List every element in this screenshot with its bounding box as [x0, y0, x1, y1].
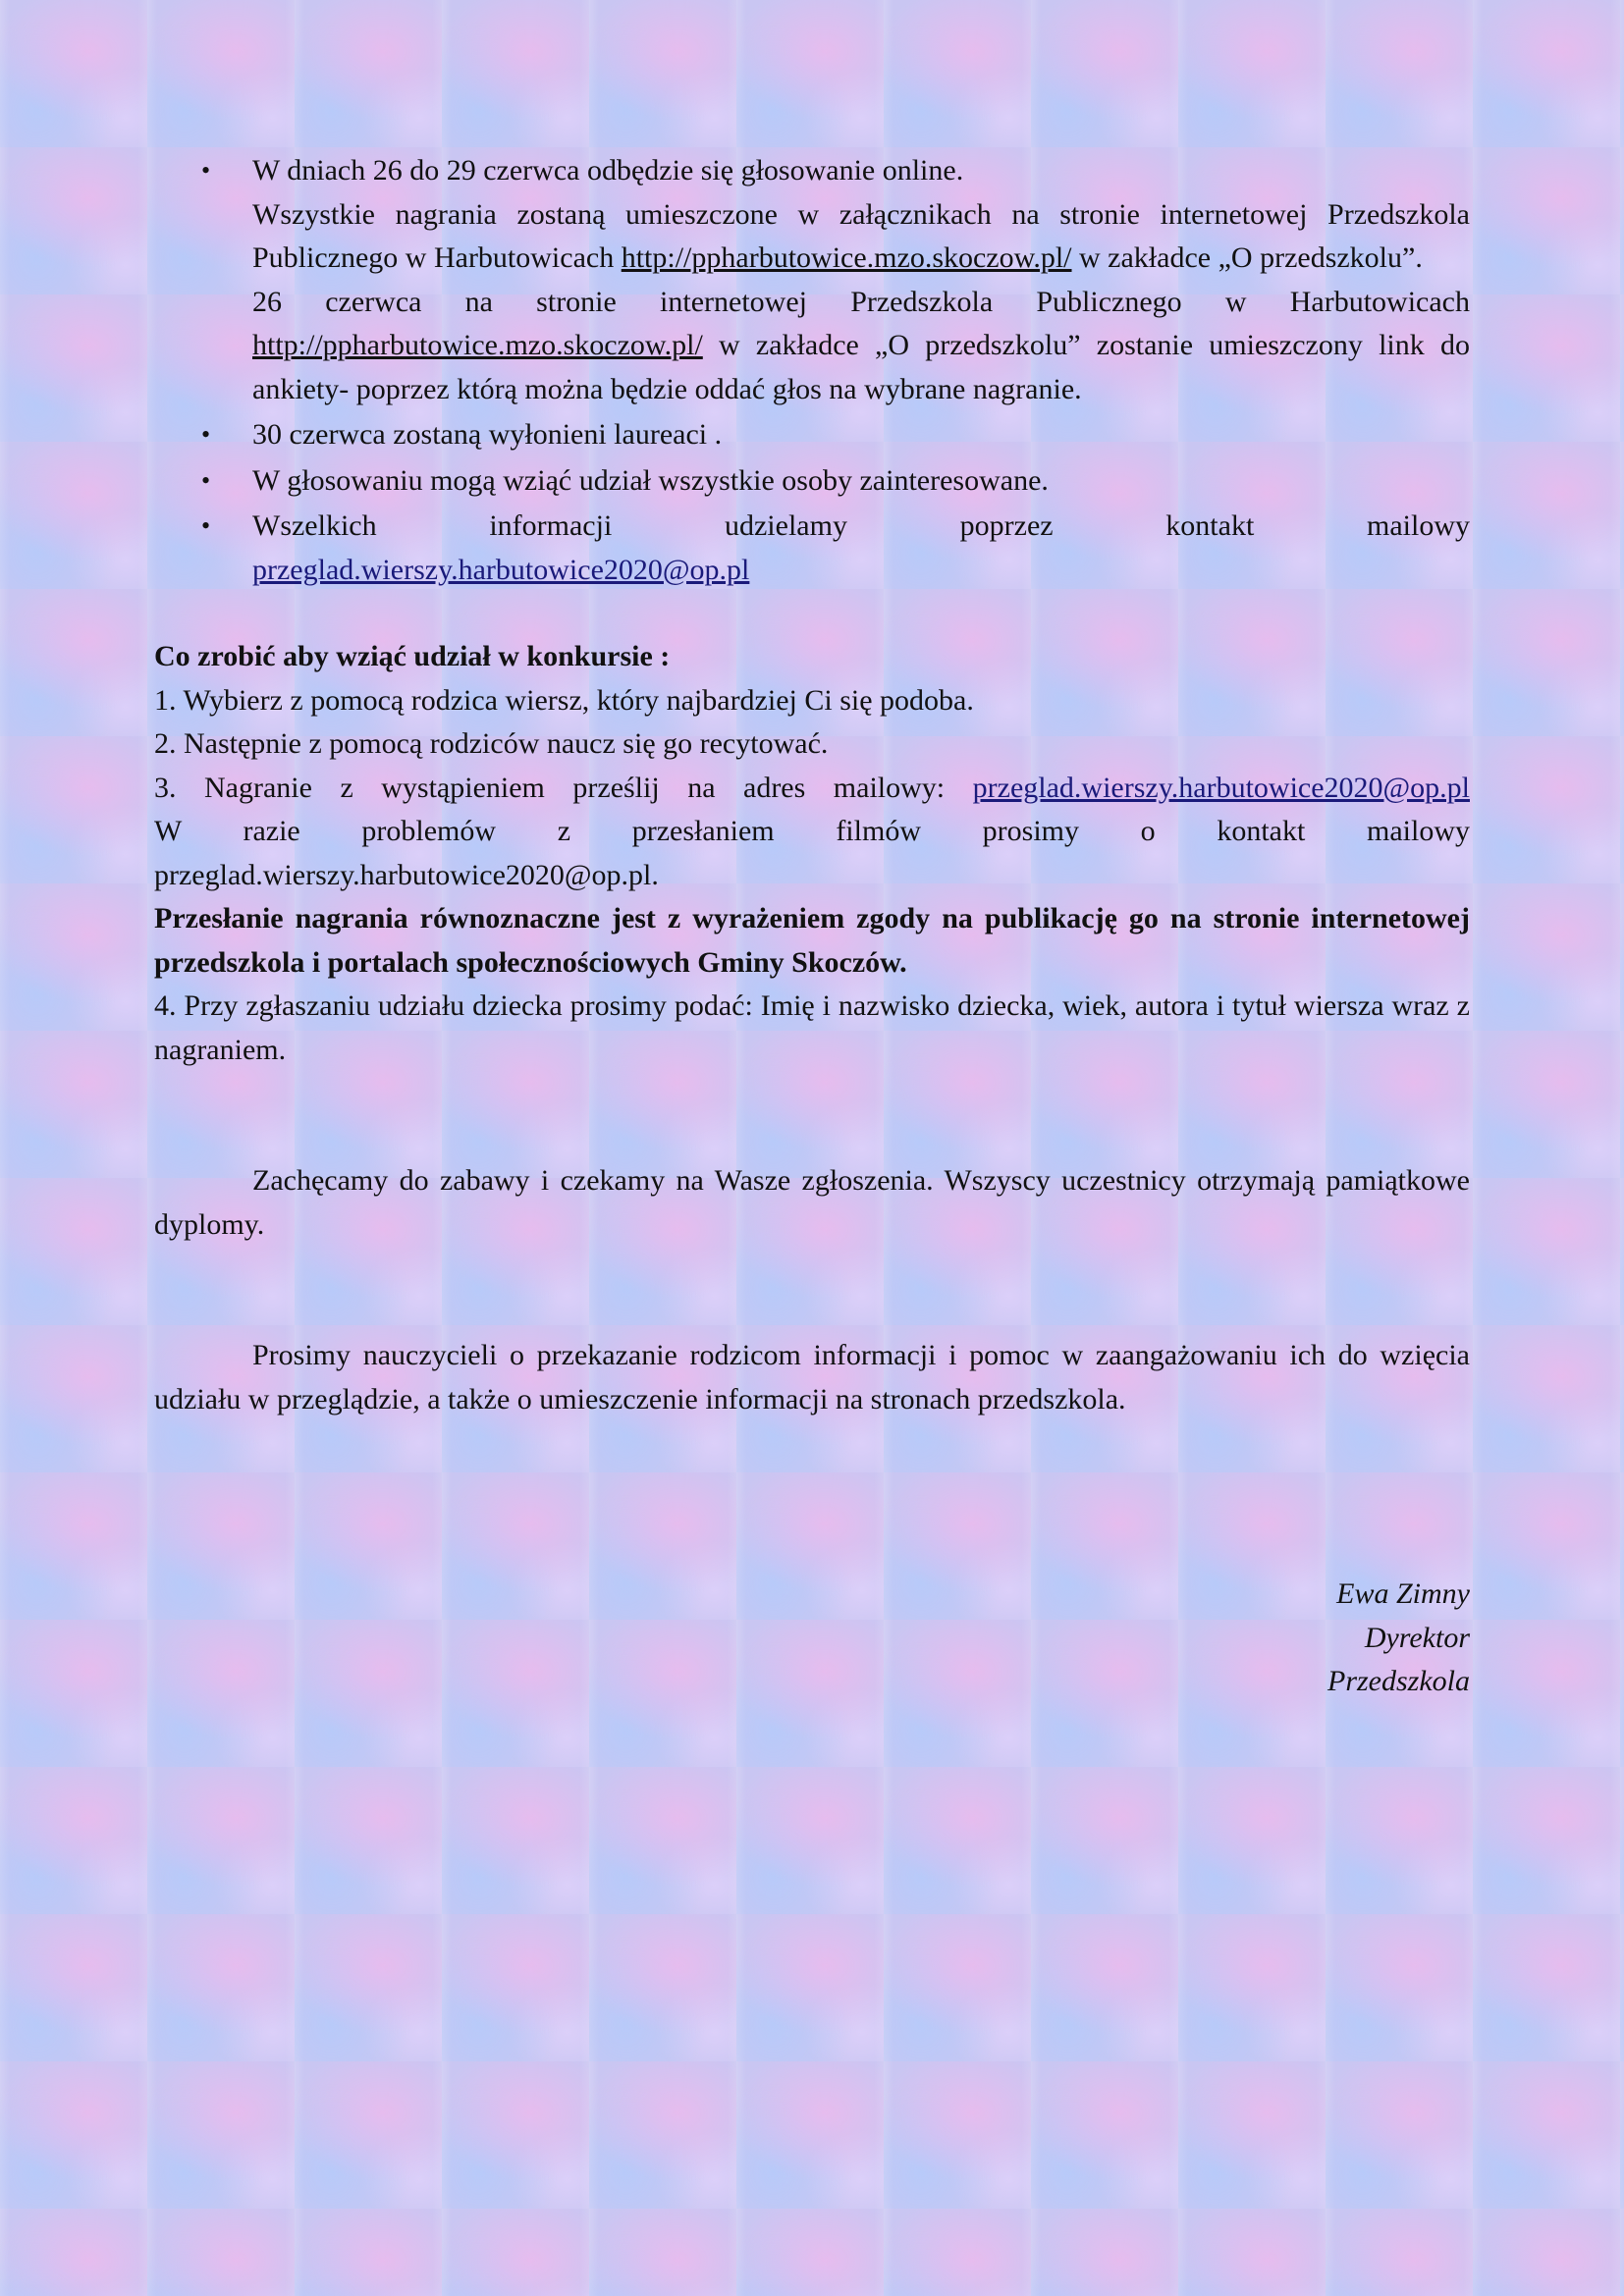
recordings-location-text: Wszystkie nagrania zostaną umieszczone w załącznikach na stronie internetowej Przedszkola Publicznego w Harbutowicach http://ppharbutowice.mzo.skoczow.pl/ w zakładce „O przedszkolu”. — [252, 197, 1470, 274]
list-item — [201, 505, 1470, 592]
step-1: 1. Wybierz z pomocą rodzica wiersz, który najbardziej Ci się podoba. — [154, 683, 974, 717]
contact-email-link[interactable]: przeglad.wierszy.harbutowice2020@op.pl — [252, 553, 750, 586]
voting-dates-text: W dniach 26 do 29 czerwca odbędzie się głosowanie online. — [252, 154, 964, 187]
bullet-icon: • — [201, 511, 211, 540]
publication-consent-text: Przesłanie nagrania równoznaczne jest z wyrażeniem zgody na publikację go na stronie internetowej przedszkola i portalach społecznościowych Gminy Skoczów. — [154, 902, 1470, 979]
step-2: 2. Następnie z pomocą rodziców naucz się go recytować. — [154, 727, 829, 760]
website-link[interactable]: http://ppharbutowice.mzo.skoczow.pl/ — [621, 241, 1072, 274]
step-4: 4. Przy zgłaszaniu udziału dziecka prosimy podać: Imię i nazwisko dziecka, wiek, autora i tytuł wiersza wraz z nagraniem. — [154, 989, 1470, 1066]
bullet-icon: • — [201, 156, 211, 185]
list-item — [201, 413, 1470, 457]
laureates-text: 30 czerwca zostaną wyłonieni laureaci . — [252, 418, 723, 451]
signature-name: Ewa Zimny — [1336, 1577, 1470, 1610]
participation-text: W głosowaniu mogą wziąć udział wszystkie osoby zainteresowane. — [252, 463, 1049, 497]
website-link[interactable]: http://ppharbutowice.mzo.skoczow.pl/ — [252, 329, 703, 361]
encouragement-text: Zachęcamy do zabawy i czekamy na Wasze zgłoszenia. Wszyscy uczestnicy otrzymają pamiątkowe dyplomy. — [154, 1164, 1470, 1241]
bullet-icon: • — [201, 420, 211, 449]
spacer — [154, 1247, 1470, 1334]
signature-org: Przedszkola — [1327, 1665, 1470, 1697]
submission-email-link[interactable]: przeglad.wierszy.harbutowice2020@op.pl — [972, 771, 1470, 804]
teachers-request-text: Prosimy nauczycieli o przekazanie rodzicom informacji i pomoc w zaangażowaniu ich do wzięcia udziału w przeglądzie, a także o umieszczenie informacji na stronach przedszkola. — [154, 1339, 1470, 1415]
document-body — [154, 149, 1470, 1421]
step-3: 3. Nagranie z wystąpieniem prześlij na adres mailowy: przeglad.wierszy.harbutowice2020@op.pl — [154, 771, 1470, 804]
info-bullet-list — [154, 149, 1470, 592]
list-item — [201, 459, 1470, 504]
signature-role: Dyrektor — [1364, 1621, 1470, 1654]
problems-contact-text: W razie problemów z przesłaniem filmów prosimy o kontakt mailowy przeglad.wierszy.harbutowice2020@op.pl. — [154, 815, 1470, 891]
survey-link-text: 26 czerwca na stronie internetowej Przedszkola Publicznego w Harbutowicach http://ppharbutowice.mzo.skoczow.pl/ w zakładce „O przedszkolu” zostanie umieszczony link do ankiety- poprzez którą można będzie oddać głos na wybrane nagranie. — [252, 285, 1470, 405]
signature-block — [1327, 1573, 1470, 1704]
contact-text: Wszelkich informacji udzielamy poprzez kontakt mailowy — [252, 509, 1470, 542]
bullet-icon: • — [201, 465, 211, 495]
list-item — [201, 149, 1470, 411]
howto-heading: Co zrobić aby wziąć udział w konkursie : — [154, 640, 671, 672]
spacer — [154, 1072, 1470, 1159]
